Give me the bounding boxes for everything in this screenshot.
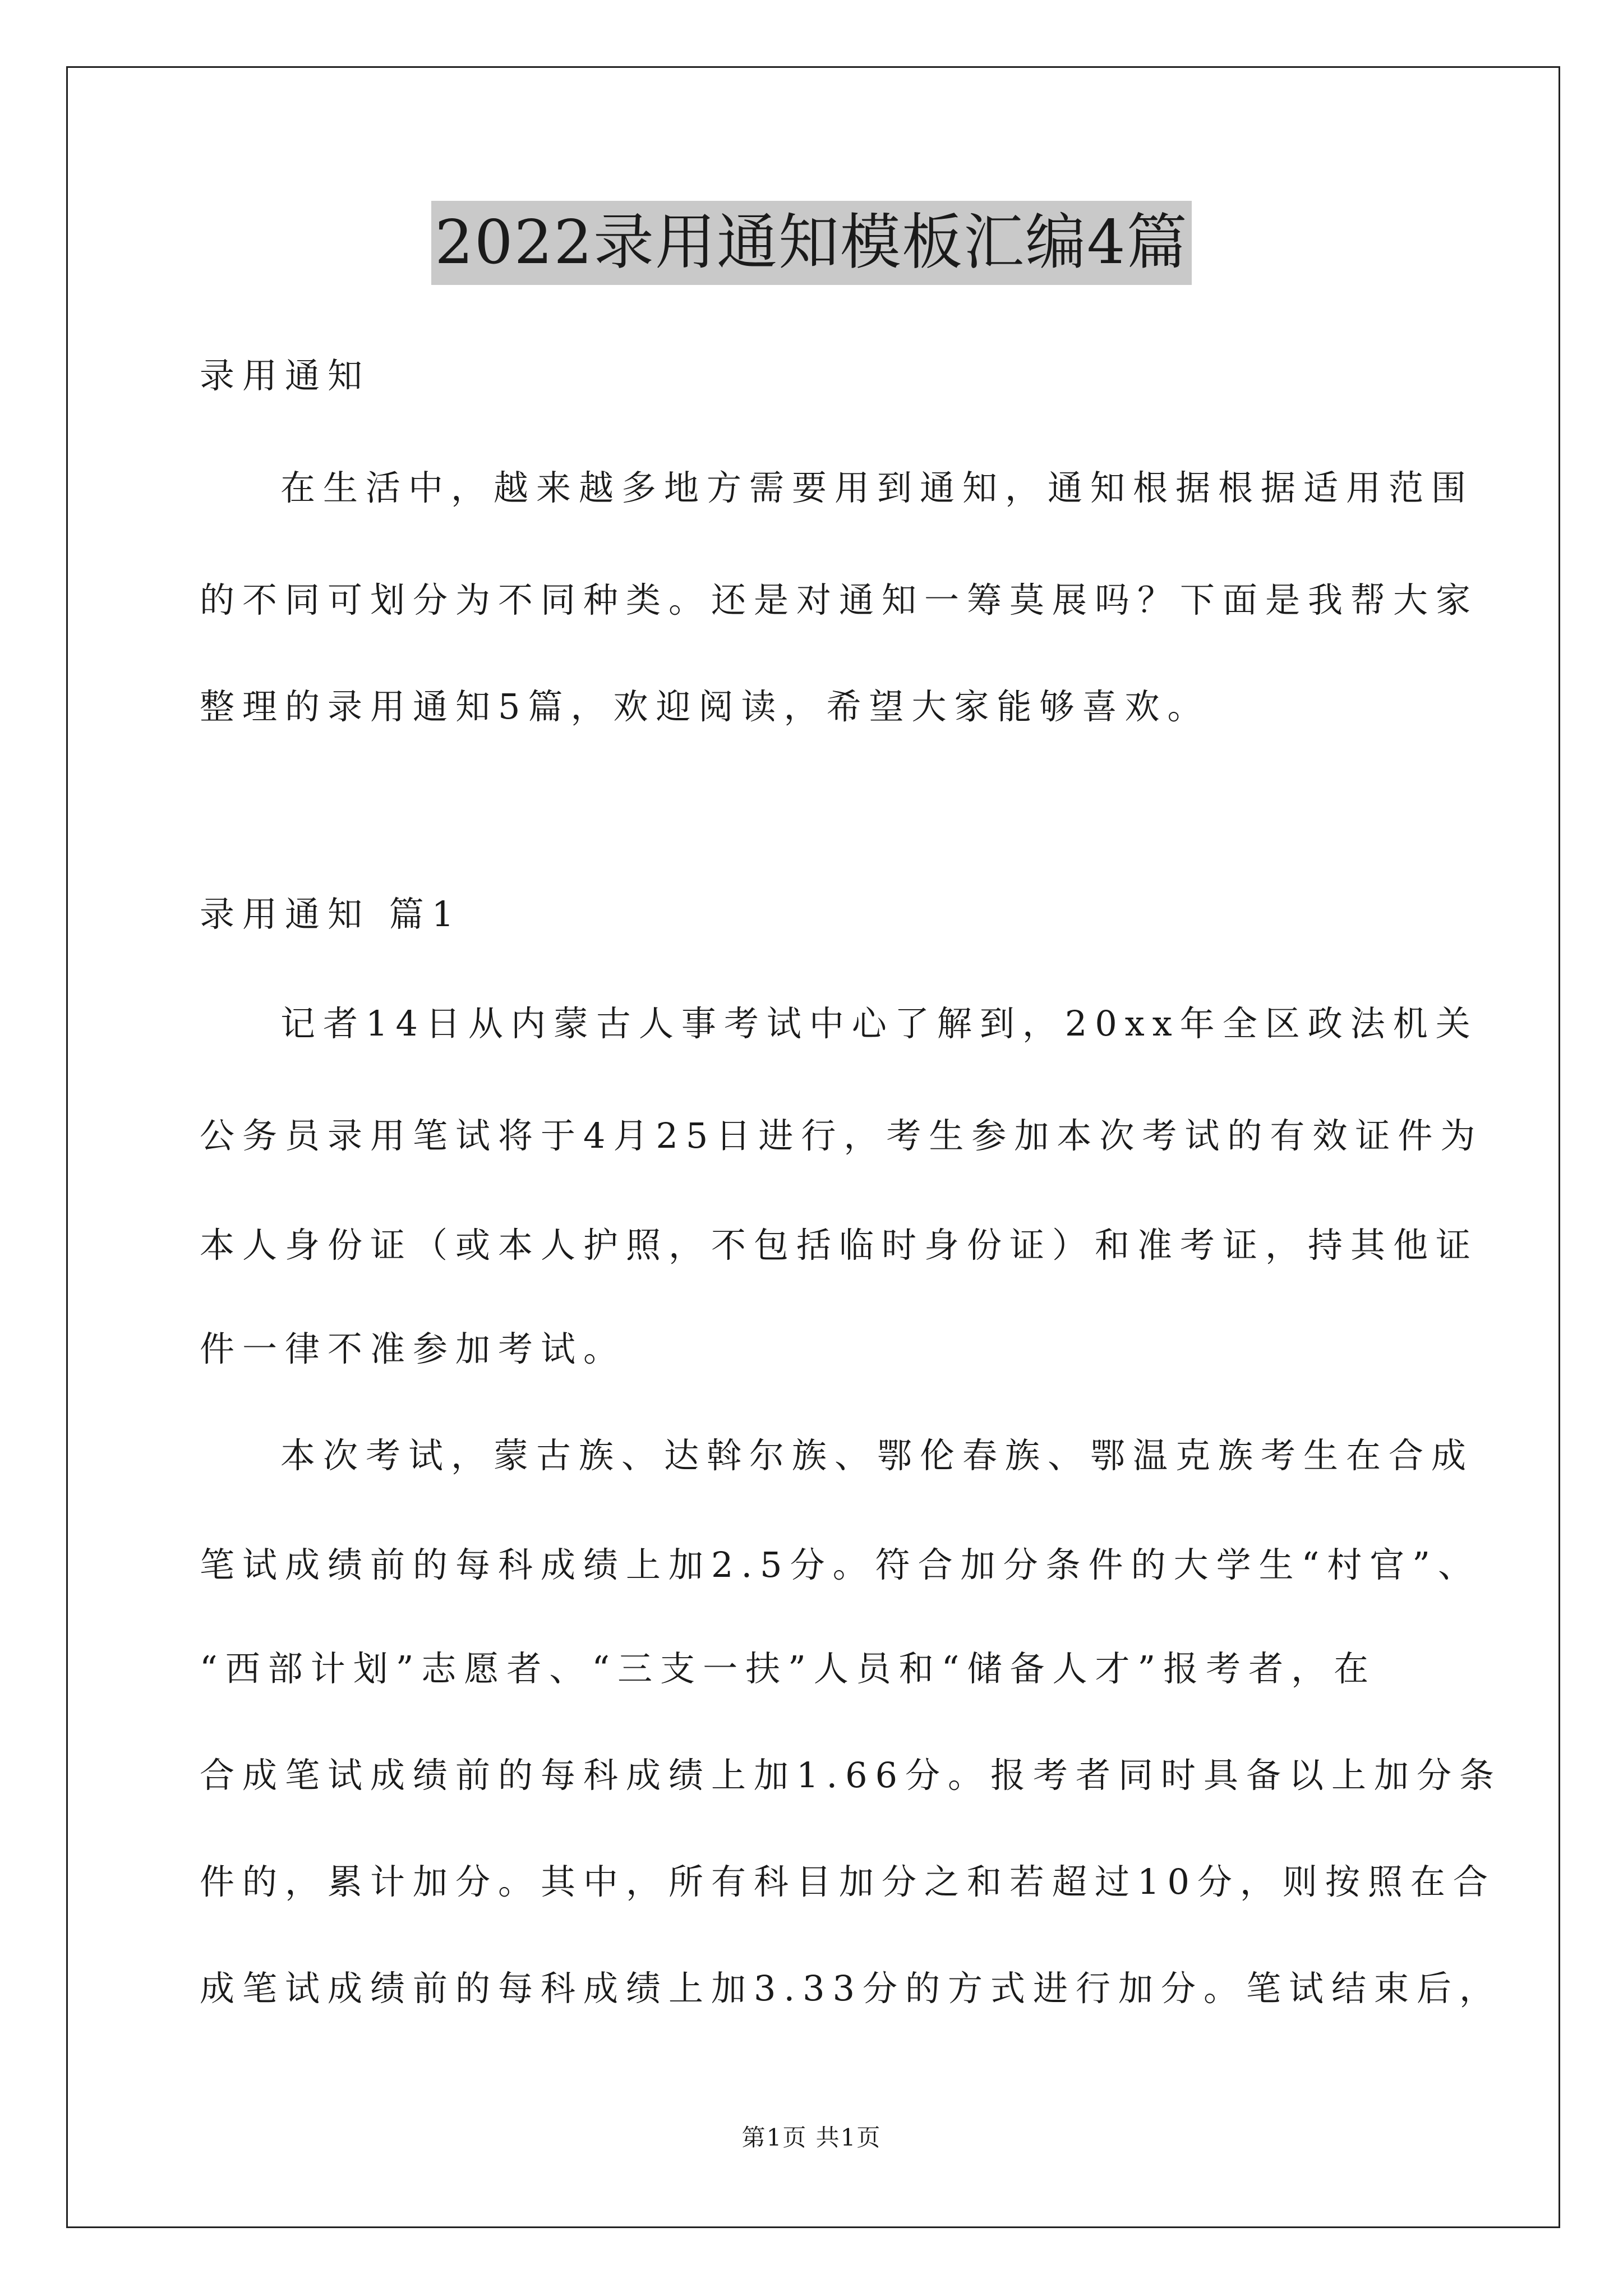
document-title: 2022录用通知模板汇编4篇 bbox=[431, 201, 1192, 285]
section-heading-part1: 录用通知 篇1 bbox=[200, 894, 462, 935]
para1-line-4: 件一律不准参加考试。 bbox=[200, 1328, 626, 1369]
intro-line-3: 整理的录用通知5篇，欢迎阅读，希望大家能够喜欢。 bbox=[200, 686, 1210, 727]
page-footer: 第1页 共1页 bbox=[741, 2124, 882, 2151]
intro-line-1: 在生活中，越来越多地方需要用到通知，通知根据根据适用范围 bbox=[280, 467, 1474, 508]
section-heading-intro: 录用通知 bbox=[200, 355, 371, 396]
para2-line-3: “西部计划”志愿者、“三支一扶”人员和“储备人才”报考者，在 bbox=[200, 1648, 1377, 1689]
para2-line-2: 笔试成绩前的每科成绩上加2.5分。符合加分条件的大学生“村官”、 bbox=[200, 1544, 1481, 1585]
para2-line-5: 件的，累计加分。其中，所有科目加分之和若超过10分，则按照在合 bbox=[200, 1861, 1496, 1902]
intro-line-2: 的不同可划分为不同种类。还是对通知一筹莫展吗？下面是我帮大家 bbox=[200, 579, 1479, 620]
para2-line-1: 本次考试，蒙古族、达斡尔族、鄂伦春族、鄂温克族考生在合成 bbox=[280, 1435, 1474, 1476]
para1-line-2: 公务员录用笔试将于4月25日进行，考生参加本次考试的有效证件为 bbox=[200, 1115, 1483, 1156]
para2-line-4: 合成笔试成绩前的每科成绩上加1.66分。报考者同时具备以上加分条 bbox=[200, 1755, 1502, 1796]
title-container bbox=[0, 201, 1623, 285]
para1-line-3: 本人身份证（或本人护照，不包括临时身份证）和准考证，持其他证 bbox=[200, 1225, 1479, 1266]
para1-line-1: 记者14日从内蒙古人事考试中心了解到，20xx年全区政法机关 bbox=[280, 1003, 1478, 1044]
para2-line-6: 成笔试成绩前的每科成绩上加3.33分的方式进行加分。笔试结束后， bbox=[200, 1968, 1502, 2009]
